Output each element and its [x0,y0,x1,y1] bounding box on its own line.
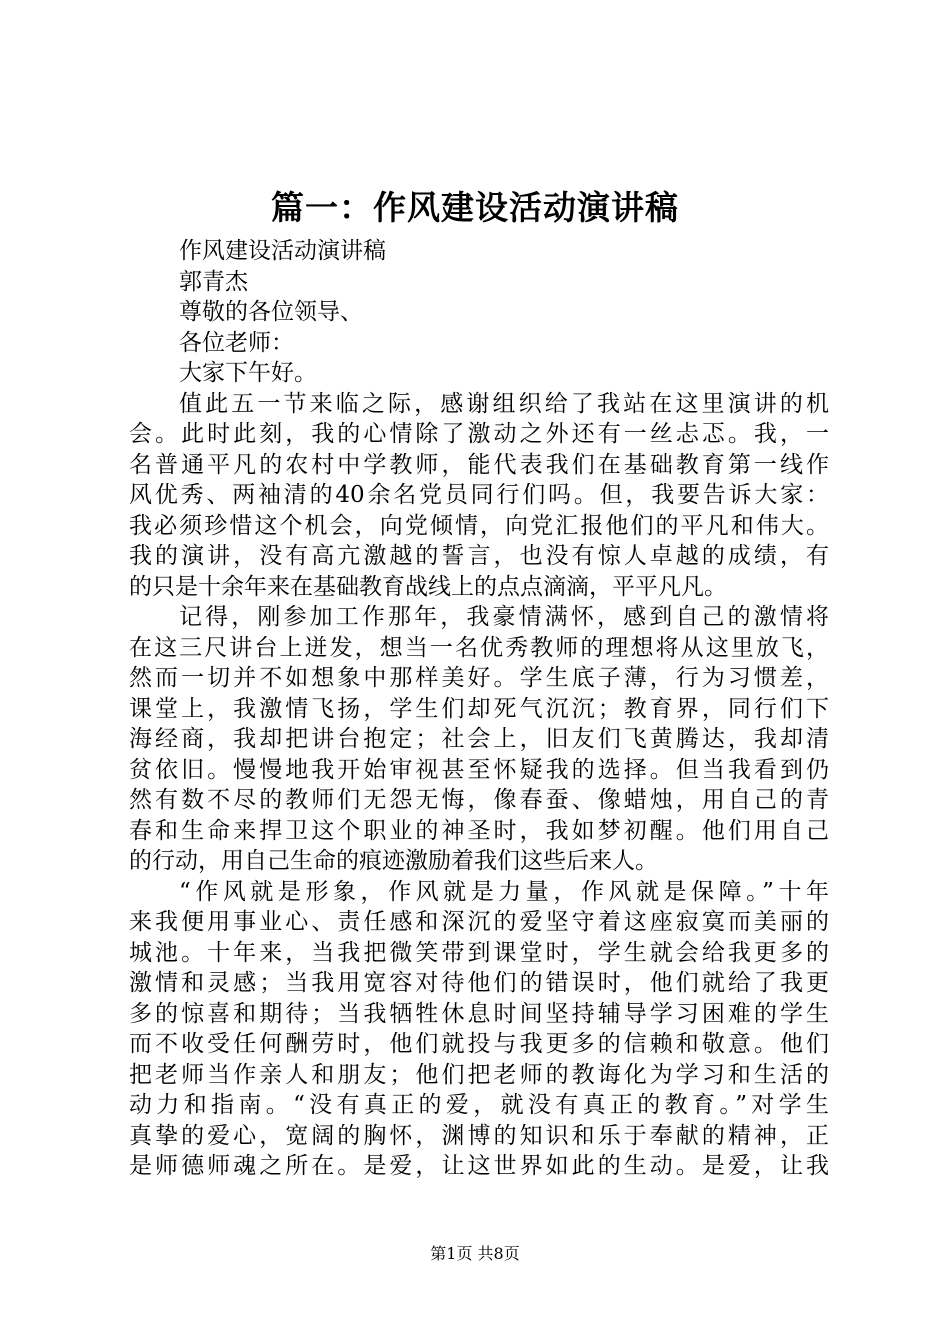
text-line: 来我便用事业心、责任感和深沉的爱坚守着这座寂寞而美丽的 [129,909,829,935]
page-title: 篇一：作风建设活动演讲稿 [271,188,679,227]
text-line: 春和生命来捍卫这个职业的神圣时，我如梦初醒。他们用自己 [129,817,829,844]
text-line: 各位老师： [179,329,294,356]
text-line: “作风就是形象，作风就是力量，作风就是保障。”十年 [179,878,829,905]
text-line: 课堂上，我激情飞扬，学生们却死气沉沉；教育界，同行们下 [129,695,829,722]
text-line: 大家下午好。 [179,360,317,386]
text-line: 而不收受任何酬劳时，他们就投与我更多的信赖和敬意。他们 [129,1031,829,1057]
document-body [129,236,829,1182]
text-line: 贫依旧。慢慢地我开始审视甚至怀疑我的选择。但当我看到仍 [129,756,829,783]
text-line: 激情和灵感；当我用宽容对待他们的错误时，他们就给了我更 [129,970,829,996]
text-line: 把老师当作亲人和朋友；他们把老师的教诲化为学习和生活的 [129,1061,829,1088]
text-line: 我的演讲，没有高亢激越的誓言，也没有惊人卓越的成绩，有 [129,543,829,569]
text-line: 尊敬的各位领导、 [179,299,363,325]
text-line: 记得，刚参加工作那年，我豪情满怀，感到自己的激情将 [179,604,829,630]
text-line: 我必须珍惜这个机会，向党倾情，向党汇报他们的平凡和伟大。 [129,512,829,539]
text-line: 会。此时此刻，我的心情除了激动之外还有一丝忐忑。我，一 [129,421,829,447]
text-line: 然而一切并不如想象中那样美好。学生底子薄，行为习惯差， [129,665,829,691]
text-line: 在这三尺讲台上迸发，想当一名优秀教师的理想将从这里放飞， [129,634,829,661]
text-line: 的只是十余年来在基础教育战线上的点点滴滴，平平凡凡。 [129,573,727,600]
text-line: 多的惊喜和期待；当我牺牲休息时间坚持辅导学习困难的学生 [129,1000,829,1027]
text-line: 动力和指南。“没有真正的爱，就没有真正的教育。”对学生 [129,1092,829,1118]
text-line: 名普通平凡的农村中学教师，能代表我们在基础教育第一线作 [129,451,829,478]
text-line: 城池。十年来，当我把微笑带到课堂时，学生就会给我更多的 [129,939,829,966]
text-line: 真挚的爱心，宽阔的胸怀，渊博的知识和乐于奉献的精神，正 [129,1122,829,1149]
text-line: 值此五一节来临之际，感谢组织给了我站在这里演讲的机 [179,390,829,417]
text-line: 作风建设活动演讲稿 [179,238,386,264]
text-line: 郭青杰 [179,268,248,295]
text-line: 然有数不尽的教师们无怨无悔，像春蚕、像蜡烛，用自己的青 [129,787,829,813]
text-line: 海经商，我却把讲台抱定；社会上，旧友们飞黄腾达，我却清 [129,726,829,752]
text-line: 的行动，用自己生命的痕迹激励着我们这些后来人。 [129,848,658,874]
page-footer: 第1页 共8页 [430,1244,520,1263]
text-line: 是师德师魂之所在。是爱，让这世界如此的生动。是爱，让我 [129,1153,829,1179]
text-line: 风优秀、两袖清的40余名党员同行们吗。但，我要告诉大家： [129,482,829,508]
